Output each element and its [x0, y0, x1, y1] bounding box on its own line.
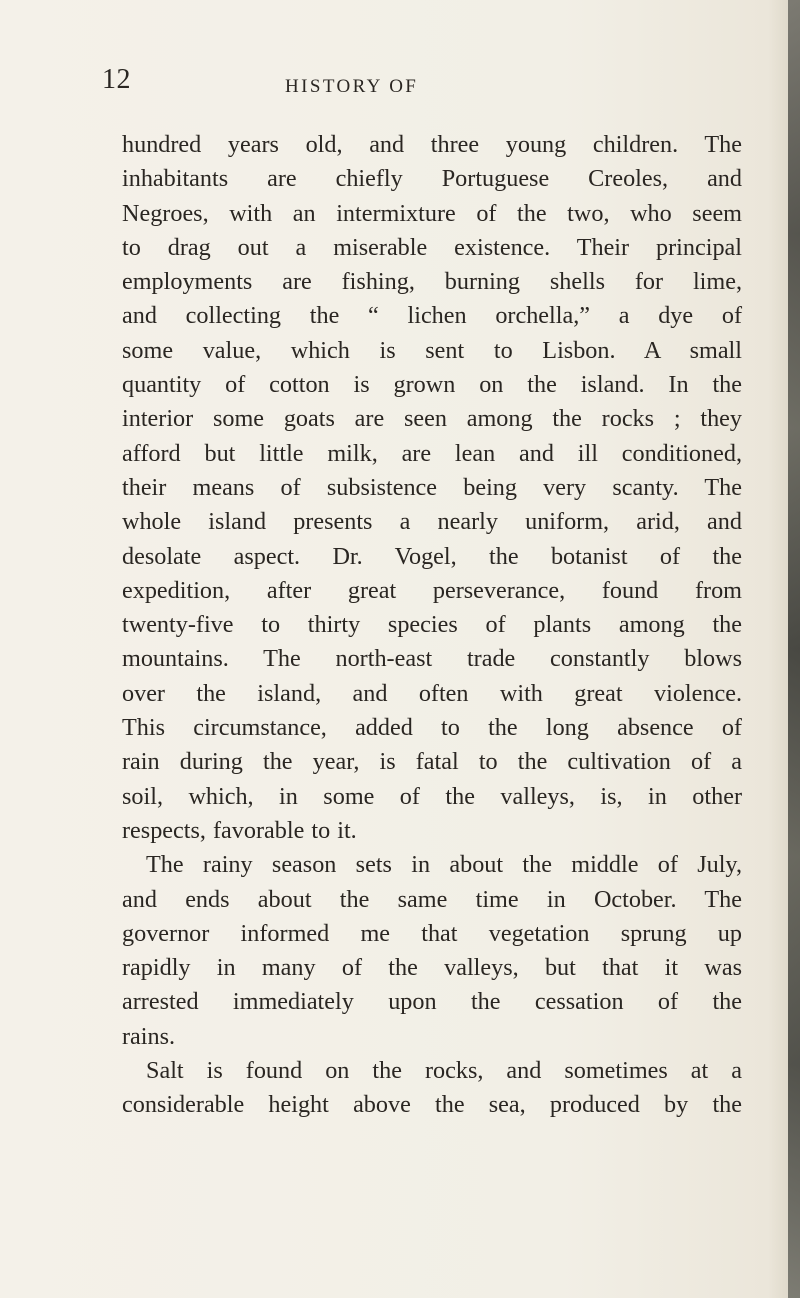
- text-line: governor informed me that vegetation sprung up: [122, 919, 742, 947]
- text-line: This circumstance, added to the long absence of: [122, 714, 742, 742]
- text-line: and ends about the same time in October. The: [122, 885, 742, 913]
- text-line: The rainy season sets in about the middle of July,: [146, 851, 742, 879]
- text-line: considerable height above the sea, produced by the: [122, 1091, 742, 1119]
- text-line: Negroes, with an intermixture of the two, who seem: [122, 199, 742, 227]
- text-line: desolate aspect. Dr. Vogel, the botanist of the: [122, 542, 742, 570]
- text-line: quantity of cotton is grown on the island. In the: [122, 371, 742, 399]
- text-line: soil, which, in some of the valleys, is, in other: [122, 782, 742, 810]
- page-binding-edge: [788, 0, 800, 1298]
- text-line: expedition, after great perseverance, found from: [122, 576, 742, 604]
- text-line: hundred years old, and three young children. The: [122, 131, 742, 158]
- text-line: to drag out a miserable existence. Their principal: [122, 233, 742, 261]
- text-line: twenty-five to thirty species of plants among the: [122, 611, 742, 639]
- text-line: some value, which is sent to Lisbon. A small: [122, 336, 742, 364]
- text-line: inhabitants are chiefly Portuguese Creoles, and: [122, 165, 742, 193]
- text-line: afford but little milk, are lean and ill conditioned,: [122, 439, 742, 467]
- body-text: [122, 128, 742, 1123]
- text-line: their means of subsistence being very scanty. The: [122, 473, 742, 501]
- text-line: over the island, and often with great violence.: [122, 679, 742, 707]
- text-line: arrested immediately upon the cessation of the: [122, 988, 742, 1016]
- text-line: Salt is found on the rocks, and sometimes at a: [146, 1057, 742, 1085]
- text-line: mountains. The north-east trade constantly blows: [122, 645, 742, 673]
- text-line: rains.: [122, 1022, 176, 1050]
- text-line: rapidly in many of the valleys, but that it was: [122, 954, 742, 982]
- text-line: and collecting the “ lichen orchella,” a dye of: [122, 302, 742, 330]
- page-number: 12: [102, 64, 131, 95]
- text-line: respects, favorable to it.: [122, 816, 357, 844]
- text-line: employments are fishing, burning shells for lime,: [122, 268, 742, 296]
- running-head: [0, 64, 800, 104]
- text-line: whole island presents a nearly uniform, arid, and: [122, 508, 742, 536]
- running-title: HISTORY OF: [285, 76, 419, 97]
- text-line: rain during the year, is fatal to the cultivation of a: [122, 748, 742, 776]
- text-line: interior some goats are seen among the rocks ; they: [122, 405, 742, 433]
